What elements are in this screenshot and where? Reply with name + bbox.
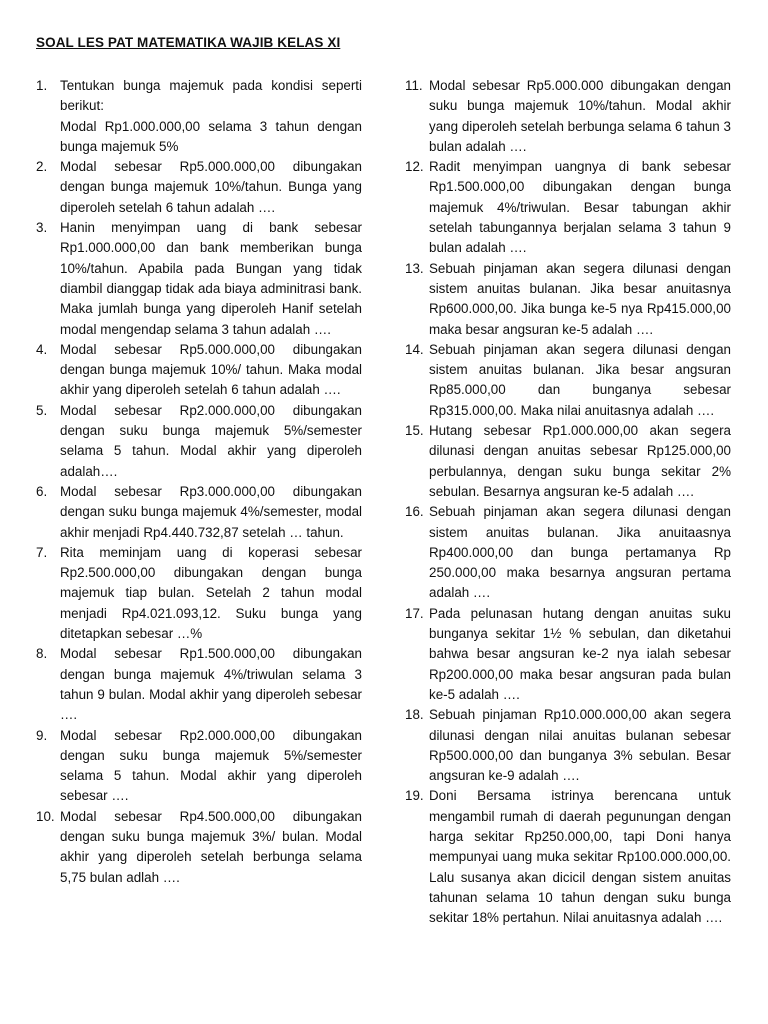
question-text: Hanin menyimpan uang di bank sebesar Rp1.000.000,00 dan bank memberikan bunga 10%/tahun. Apabila pada Bungan yang tidak diambil dianggap tidak ada biaya adminitrasi bank. Maka jumlah bunga yang diperoleh Hanif setelah modal mengendap selama 3 tahun adalah …. [60,220,362,337]
question-item [405,604,731,705]
question-number: 13. [405,260,424,276]
question-text: Sebuah pinjaman Rp10.000.000,00 akan segera dilunasi dengan nilai anuitas bulanan sebesar Rp500.000,00 dan bunganya 3% sebulan. Besar angsuran ke-9 adalah …. [429,707,731,784]
question-item [36,157,362,218]
page-title: SOAL LES PAT MATEMATIKA WAJIB KELAS XI [36,35,341,50]
question-number: 6. [36,483,48,499]
question-number: 1. [36,78,48,93]
question-item [36,726,362,807]
question-text: Modal sebesar Rp2.000.000,00 dibungakan dengan suku bunga majemuk 5%/semester selama 5 tahun. Modal akhir yang diperoleh sebesar …. [60,727,362,804]
question-number: 11. [405,78,423,93]
question-item [36,644,362,725]
question-number: 14. [405,341,424,357]
question-text: Modal sebesar Rp3.000.000,00 dibungakan dengan suku bunga majemuk 4%/semester, modal akhir menjadi Rp4.440.732,87 setelah … tahun. [60,483,362,540]
question-number: 9. [36,727,48,743]
question-item [36,543,362,644]
question-number: 10. [36,808,55,824]
question-item [36,218,362,340]
question-item [36,807,362,888]
question-number: 8. [36,646,48,662]
question-number: 19. [405,788,424,804]
question-number: 12. [405,159,424,175]
question-text: Sebuah pinjaman akan segera dilunasi dengan sistem anuitas bulanan. Jika besar angsuran Rp85.000,00 dan bunganya sebesar Rp315.000,00. Maka nilai anuitasnya adalah …. [429,341,731,418]
question-number: 4. [36,341,48,357]
question-text: Sebuah pinjaman akan segera dilunasi dengan sistem anuitas bulanan. Jika anuitaasnya Rp400.000,00 dan bunga pertamanya Rp 250.000,00 maka besarnya angsuran pertama adalah …. [429,504,731,601]
question-text: Sebuah pinjaman akan segera dilunasi dengan sistem anuitas bulanan. Jika besar anuitasnya Rp600.000,00. Jika bunga ke-5 nya Rp415.000,00 maka besar angsuran ke-5 adalah …. [429,260,731,337]
question-item [405,502,731,603]
question-text: Pada pelunasan hutang dengan anuitas suku bunganya sekitar 1½ % sebulan, dan diketahui bahwa besar angsuran ke-2 nya ialah sebesar Rp200.000,00 maka besar angsuran pada bulan ke-5 adalah …. [429,605,731,702]
question-item [405,705,731,786]
question-text: Tentukan bunga majemuk pada kondisi seperti berikut: Modal Rp1.000.000,00 selama 3 tahun dengan bunga majemuk 5% [60,78,362,154]
question-text: Modal sebesar Rp5.000.000 dibungakan dengan suku bunga majemuk 10%/tahun. Modal akhir yang diperoleh setelah berbunga selama 6 tahun 3 bulan adalah …. [429,78,731,154]
question-number: 16. [405,504,424,520]
question-number: 17. [405,605,424,621]
question-item [36,401,362,482]
question-item [405,340,731,421]
question-item [36,340,362,401]
question-text: Modal sebesar Rp5.000.000,00 dibungakan dengan bunga majemuk 10%/tahun. Bunga yang diperoleh setelah 6 tahun adalah …. [60,159,362,215]
question-number: 15. [405,423,424,439]
question-number: 5. [36,402,48,418]
question-item [405,76,731,157]
question-item [405,786,731,928]
question-text: Radit menyimpan uangnya di bank sebesar Rp1.500.000,00 dibungakan dengan bunga majemuk 4%/triwulan. Besar tabungan akhir setelah tabungannya berjalan selama 3 tahun 9 bulan adalah …. [429,159,731,256]
question-number: 18. [405,707,424,723]
question-list-left [36,76,362,888]
question-item [36,482,362,543]
question-text: Modal sebesar Rp1.500.000,00 dibungakan dengan bunga majemuk 4%/triwulan selama 3 tahun 9 bulan. Modal akhir yang diperoleh sebesar …. [60,646,362,723]
question-text: Rita meminjam uang di koperasi sebesar Rp2.500.000,00 dibungakan dengan bunga majemuk tiap bulan. Setelah 2 tahun modal menjadi Rp4.021.093,12. Suku bunga yang ditetapkan sebesar …% [60,544,362,642]
question-text: Hutang sebesar Rp1.000.000,00 akan segera dilunasi dengan anuitas sebesar Rp125.000,00 perbulannya, dengan suku bunga sekitar 2% sebulan. Besarnya angsuran ke-5 adalah …. [429,423,731,499]
question-number: 2. [36,159,48,175]
question-number: 7. [36,544,48,560]
question-text: Modal sebesar Rp5.000.000,00 dibungakan dengan bunga majemuk 10%/ tahun. Maka modal akhir yang diperoleh setelah 6 tahun adalah …. [60,341,362,398]
question-text: Modal sebesar Rp4.500.000,00 dibungakan dengan suku bunga majemuk 3%/ bulan. Modal akhir yang diperoleh setelah berbunga selama 5,75 bulan adlah …. [60,808,362,885]
question-item [405,259,731,340]
question-text: Modal sebesar Rp2.000.000,00 dibungakan dengan suku bunga majemuk 5%/semester selama 5 tahun. Modal akhir yang diperoleh adalah…. [60,402,362,479]
question-number: 3. [36,220,48,236]
question-item [36,76,362,157]
question-item [405,421,731,502]
question-text: Doni Bersama istrinya berencana untuk mengambil rumah di daerah pegunungan dengan harga sekitar Rp250.000,00, tapi Doni hanya mempunyai uang muka sekitar Rp100.000.000,00. Lalu susanya akan dicicil dengan sistem anuitas tahunan selama 10 tahun dengan suku bunga sekitar 18% pertahun. Nilai anuitasnya adalah …. [429,788,731,926]
question-item [405,157,731,258]
question-list-right [405,76,731,928]
